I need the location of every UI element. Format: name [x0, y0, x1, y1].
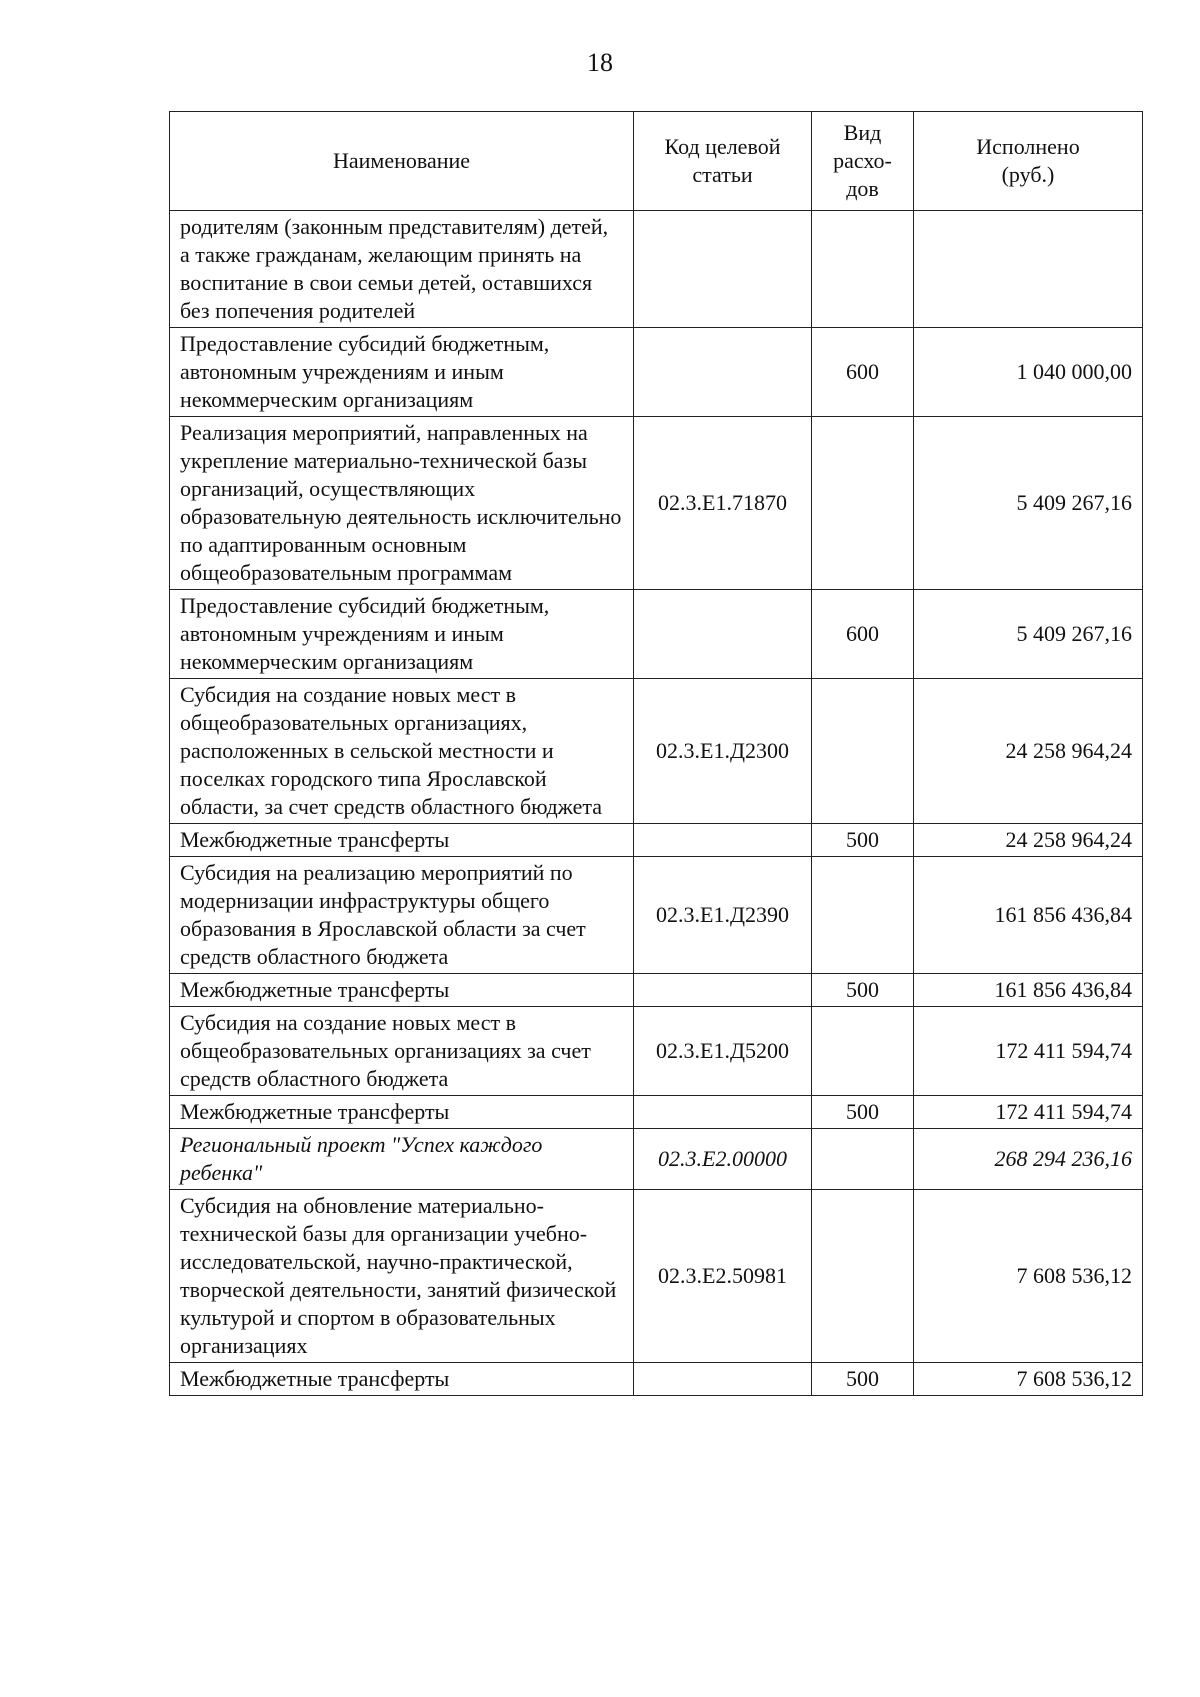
row-name: Межбюджетные трансферты [170, 824, 634, 857]
table-row [170, 1190, 1143, 1363]
page-number: 18 [587, 48, 613, 77]
row-code: 02.3.E1.Д2300 [634, 679, 812, 824]
table-body [170, 211, 1143, 1396]
row-kind: 500 [812, 1363, 914, 1396]
row-amount: 7 608 536,12 [914, 1363, 1143, 1396]
row-kind: 500 [812, 824, 914, 857]
row-code [634, 211, 812, 328]
row-name: Реализация мероприятий, направленных на укрепление материально-технической базы организаций, осуществляющих образовательную деятельность исключительно по адаптированным основным общеобразовательным программам [170, 417, 634, 590]
row-code [634, 590, 812, 679]
row-kind [812, 857, 914, 974]
row-name: Субсидия на реализацию мероприятий по модернизации инфраструктуры общего образования в Ярославской области за счет средств областного бюджета [170, 857, 634, 974]
table-row [170, 1096, 1143, 1129]
row-amount: 161 856 436,84 [914, 974, 1143, 1007]
header-kind-text: Вид расхо-дов [833, 120, 892, 201]
row-name: Межбюджетные трансферты [170, 1096, 634, 1129]
row-kind [812, 1190, 914, 1363]
row-name: Субсидия на создание новых мест в общеобразовательных организациях, расположенных в сельской местности и поселках городского типа Ярославской области, за счет средств областного бюджета [170, 679, 634, 824]
row-kind: 500 [812, 1096, 914, 1129]
row-kind: 600 [812, 328, 914, 417]
row-amount: 1 040 000,00 [914, 328, 1143, 417]
row-amount [914, 211, 1143, 328]
row-code: 02.3.E2.00000 [634, 1129, 812, 1190]
table-row [170, 417, 1143, 590]
row-kind [812, 211, 914, 328]
table-row [170, 679, 1143, 824]
row-name: Субсидия на обновление материально-технической базы для организации учебно-исследовательской, научно-практической, творческой деятельности, занятий физической культурой и спортом в образовательных организациях [170, 1190, 634, 1363]
header-code [634, 112, 812, 211]
header-code-text: Код целевой статьи [664, 134, 781, 187]
row-code [634, 1096, 812, 1129]
row-kind [812, 679, 914, 824]
table-row [170, 211, 1143, 328]
row-amount: 24 258 964,24 [914, 824, 1143, 857]
header-amount-text: Исполнено (руб.) [976, 134, 1080, 187]
table-row [170, 974, 1143, 1007]
row-code: 02.3.E1.Д5200 [634, 1007, 812, 1096]
row-name: Предоставление субсидий бюджетным, автономным учреждениям и иным некоммерческим организациям [170, 590, 634, 679]
row-amount: 24 258 964,24 [914, 679, 1143, 824]
header-kind [812, 112, 914, 211]
row-name: родителям (законным представителям) детей, а также гражданам, желающим принять на воспитание в свои семьи детей, оставшихся без попечения родителей [170, 211, 634, 328]
row-kind [812, 1129, 914, 1190]
table-row [170, 824, 1143, 857]
table-row [170, 1363, 1143, 1396]
row-amount: 172 411 594,74 [914, 1007, 1143, 1096]
row-code [634, 974, 812, 1007]
row-amount: 172 411 594,74 [914, 1096, 1143, 1129]
row-code [634, 1363, 812, 1396]
table-row [170, 857, 1143, 974]
table-row [170, 328, 1143, 417]
header-name: Наименование [170, 112, 634, 211]
row-kind [812, 1007, 914, 1096]
row-amount: 7 608 536,12 [914, 1190, 1143, 1363]
row-code: 02.3.E2.50981 [634, 1190, 812, 1363]
row-code: 02.3.E1.Д2390 [634, 857, 812, 974]
row-code [634, 824, 812, 857]
row-amount: 5 409 267,16 [914, 590, 1143, 679]
row-kind: 600 [812, 590, 914, 679]
row-name: Региональный проект "Успех каждого ребенка" [170, 1129, 634, 1190]
table-row [170, 590, 1143, 679]
budget-table [169, 111, 1143, 1396]
row-kind [812, 417, 914, 590]
table-header-row [170, 112, 1143, 211]
row-name: Межбюджетные трансферты [170, 1363, 634, 1396]
row-amount: 5 409 267,16 [914, 417, 1143, 590]
row-name: Предоставление субсидий бюджетным, автономным учреждениям и иным некоммерческим организациям [170, 328, 634, 417]
row-amount: 161 856 436,84 [914, 857, 1143, 974]
row-name: Субсидия на создание новых мест в общеобразовательных организациях за счет средств областного бюджета [170, 1007, 634, 1096]
row-name: Межбюджетные трансферты [170, 974, 634, 1007]
table-row-regional-project [170, 1129, 1143, 1190]
row-code: 02.3.E1.71870 [634, 417, 812, 590]
row-kind: 500 [812, 974, 914, 1007]
row-amount: 268 294 236,16 [914, 1129, 1143, 1190]
row-code [634, 328, 812, 417]
header-amount [914, 112, 1143, 211]
table-row [170, 1007, 1143, 1096]
